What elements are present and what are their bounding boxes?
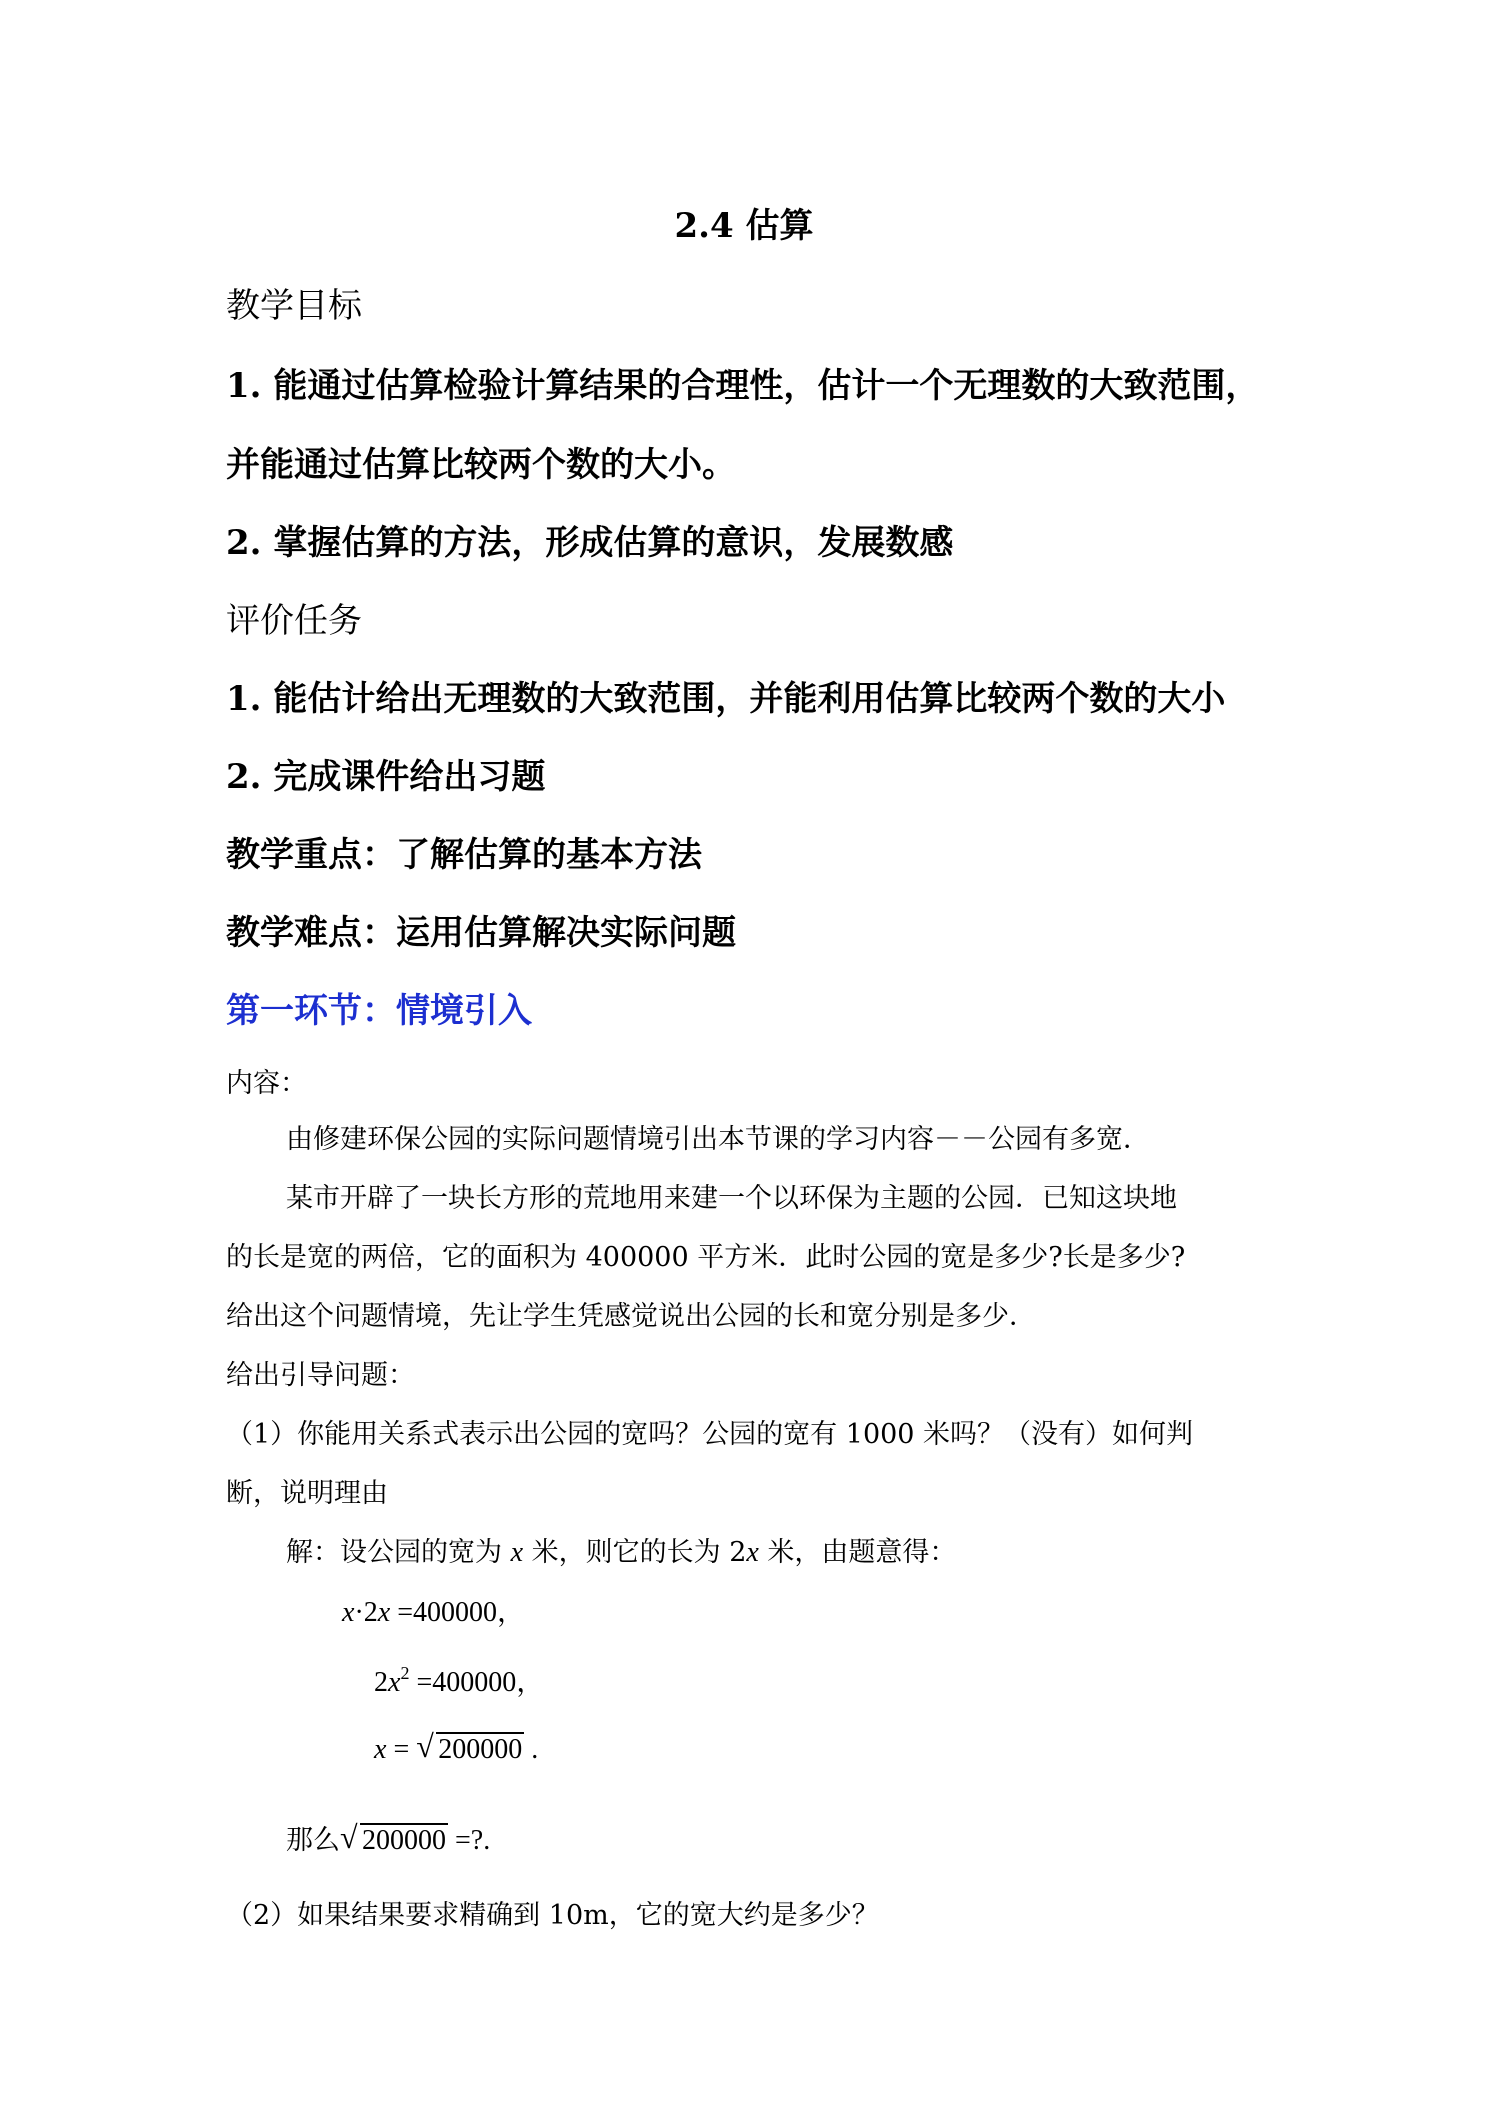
- equation-1: x·2x =400000，: [342, 1597, 525, 1628]
- page-title: 2.4 估算: [674, 206, 814, 246]
- var-x: x: [510, 1537, 524, 1568]
- objective-1-line-2: 并能通过估算比较两个数的大小。: [226, 445, 736, 485]
- scenario-line-3: 给出这个问题情境，先让学生凭感觉说出公园的长和宽分别是多少．: [226, 1301, 1036, 1332]
- objective-2: 2. 掌握估算的方法，形成估算的意识，发展数感: [226, 523, 954, 563]
- guide-label: 给出引导问题：: [226, 1360, 415, 1391]
- scenario-line-2: 的长是宽的两倍，它的面积为 400000 平方米．此时公园的宽是多少?长是多少?: [226, 1242, 1186, 1273]
- solution-intro: 解：设公园的宽为 x 米，则它的长为 2x 米，由题意得：: [286, 1537, 957, 1568]
- objective-1-line-1: 1. 能通过估算检验计算结果的合理性，估计一个无理数的大致范围，: [226, 366, 1260, 406]
- sqrt-symbol-2: √ 200000: [340, 1819, 446, 1856]
- equation-3: x = √ 200000 .: [374, 1728, 539, 1765]
- question-1-line-1: （1）你能用关系式表示出公园的宽吗？公园的宽有 1000 米吗？（没有）如何判: [226, 1419, 1194, 1450]
- section-heading: 第一环节：情境引入: [226, 991, 532, 1031]
- question-2: （2）如果结果要求精确到 10m，它的宽大约是多少？: [226, 1900, 879, 1931]
- then-line: 那么 √ 200000 =?.: [286, 1819, 491, 1856]
- task-1: 1. 能估计给出无理数的大致范围，并能利用估算比较两个数的大小: [226, 679, 1226, 719]
- difficulty: 教学难点：运用估算解决实际问题: [226, 913, 736, 953]
- tasks-heading: 评价任务: [226, 601, 362, 641]
- task-2: 2. 完成课件给出习题: [226, 757, 546, 797]
- objectives-heading: 教学目标: [226, 286, 362, 326]
- scenario-line-1: 某市开辟了一块长方形的荒地用来建一个以环保为主题的公园．已知这块地: [286, 1183, 1177, 1214]
- sqrt-symbol: √ 200000: [416, 1728, 523, 1765]
- key-point: 教学重点：了解估算的基本方法: [226, 835, 702, 875]
- question-1-line-2: 断，说明理由: [226, 1478, 388, 1509]
- equation-2: $2x^2 =400000$，: [374, 1663, 545, 1698]
- content-label: 内容：: [226, 1068, 307, 1099]
- intro-paragraph: 由修建环保公园的实际问题情境引出本节课的学习内容－－公园有多宽．: [286, 1124, 1150, 1155]
